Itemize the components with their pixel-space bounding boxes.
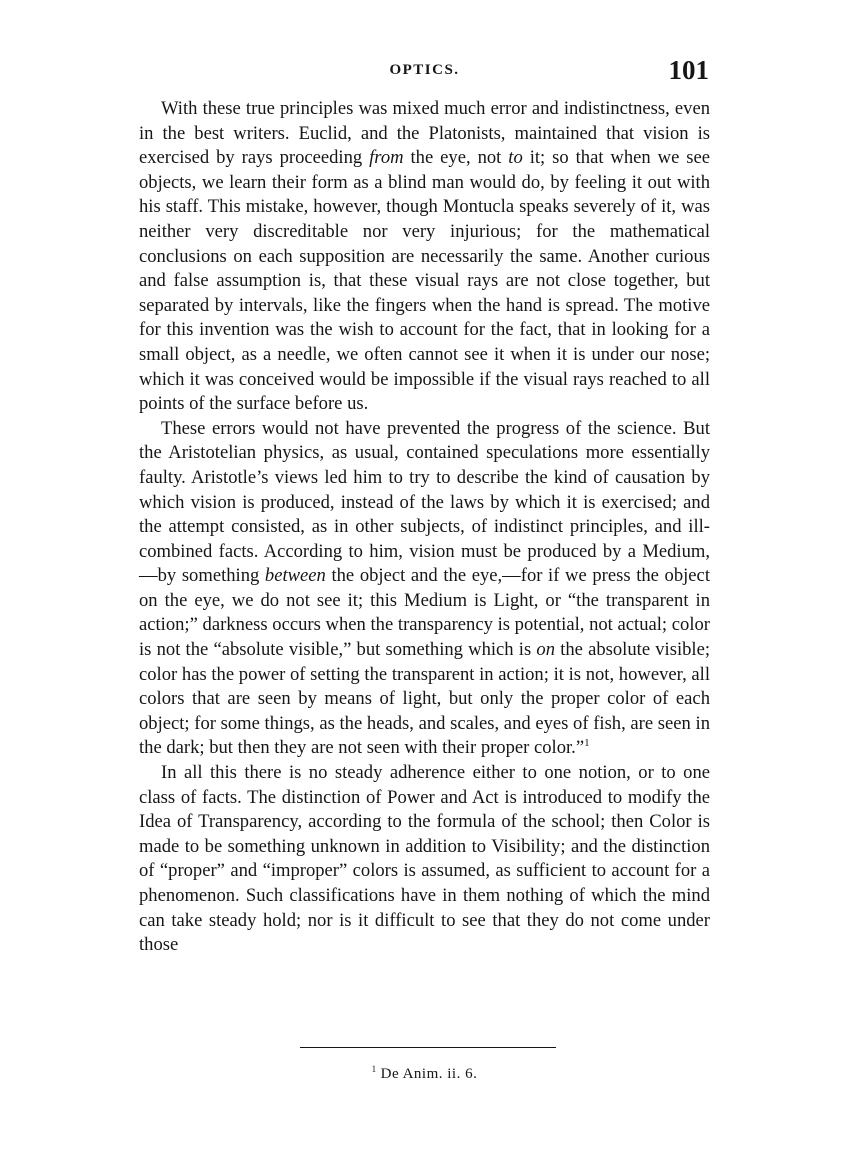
- italic-word: to: [508, 147, 523, 169]
- italic-word: on: [536, 639, 555, 661]
- page-number: 101: [668, 55, 709, 85]
- body-text: [139, 97, 710, 958]
- footnote-reference: 1: [584, 737, 590, 750]
- paragraph: In all this there is no steady adherence either to one notion, or to one class of facts. The distinction of Power and Act is introduced to modify the Idea of Transparency, according to the formula of the school; then Color is made to be something unknown in addition to Visibility; and the distinction of “proper” and “improper” colors is assumed, as sufficient to account for a phenomenon. Such classifications have in them nothing of which the mind can take steady hold; nor is it difficult to see that they do not come under those: [139, 762, 710, 956]
- italic-word: from: [369, 147, 404, 169]
- footnote: [139, 1066, 710, 1083]
- footnote-divider: [300, 1047, 556, 1048]
- italic-word: between: [264, 565, 326, 587]
- footnote-text: De Anim. ii. 6.: [380, 1066, 478, 1082]
- paragraph: With these true principles was mixed much error and indistinctness, even in the best writers. Euclid, and the Platonists, maintained that vision is exercised by rays proceeding from the eye, not to it; so that when we see objects, we learn their form as a blind man would do, by feeling it out with his staff. This mistake, however, though Montucla speaks severely of it, was neither very discreditable nor very injurious; for the mathematical conclusions on each supposition are necessarily the same. Another curious and false assumption is, that these visual rays are not close together, but separated by intervals, like the fingers when the hand is spread. The motive for this invention was the wish to account for the fact, that in looking for a small object, as a needle, we often cannot see it when it is under our nose; which it was conceived would be impossible if the visual rays reached to all points of the surface before us.: [139, 98, 711, 415]
- paragraph: These errors would not have prevented the progress of the science. But the Aristotelian physics, as usual, contained speculations more essentially faulty. Aristotle’s views led him to try to describe the kind of causation by which vision is produced, instead of the laws by which it is exercised; and the attempt consisted, as in other subjects, of indistinct principles, and ill-combined facts. According to him, vision must be produced by a Medium,—by something between the object and the eye,—for if we press the object on the eye, we do not see it; this Medium is Light, or “the transparent in action;” darkness occurs when the transparency is potential, not actual; color is not the “absolute visible,” but something which is on the absolute visible; color has the power of setting the transparent in action; it is not, however, all colors that are seen by means of light, but only the proper color of each object; for some things, as the heads, and scales, and eyes of fish, are seen in the dark; but then they are not seen with their proper color.”$^1$: [139, 417, 711, 759]
- footnote-marker: 1: [371, 1064, 377, 1074]
- running-title: OPTICS.: [389, 62, 460, 78]
